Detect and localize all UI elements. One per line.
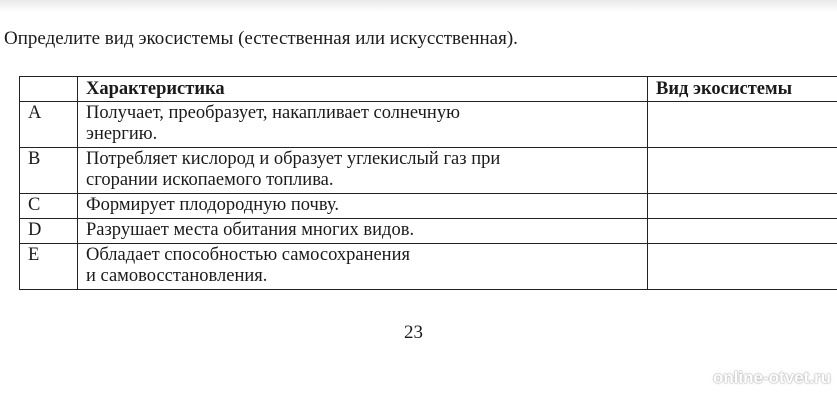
row-letter: В bbox=[20, 148, 78, 194]
row-text-line: Обладает способностью самосохранения bbox=[86, 245, 410, 265]
row-characteristic bbox=[78, 219, 648, 244]
row-text-line: сгорании ископаемого топлива. bbox=[86, 170, 334, 190]
answer-cell bbox=[648, 148, 837, 194]
table-row bbox=[20, 102, 837, 148]
table-row bbox=[20, 194, 837, 219]
row-letter: С bbox=[20, 194, 78, 219]
row-letter: Е bbox=[20, 244, 78, 290]
header-characteristic: Характеристика bbox=[78, 77, 648, 102]
table-row bbox=[20, 219, 837, 244]
row-characteristic bbox=[78, 148, 648, 194]
watermark: online-otvet.ru bbox=[712, 368, 831, 387]
top-shadow bbox=[0, 0, 837, 12]
header-letter bbox=[20, 77, 78, 102]
row-characteristic bbox=[78, 194, 648, 219]
row-text-line: Формирует плодородную почву. bbox=[86, 195, 339, 215]
row-text-line: Разрушает места обитания многих видов. bbox=[86, 220, 415, 240]
row-characteristic bbox=[78, 244, 648, 290]
table-row bbox=[20, 148, 837, 194]
row-letter: D bbox=[20, 219, 78, 244]
ecosystem-table bbox=[19, 76, 837, 290]
row-letter: А bbox=[20, 102, 78, 148]
answer-cell bbox=[648, 102, 837, 148]
row-text-line: Получает, преобразует, накапливает солнечную bbox=[86, 103, 460, 123]
table-header-row bbox=[20, 77, 837, 102]
answer-cell bbox=[648, 219, 837, 244]
page-number: 23 bbox=[404, 322, 423, 343]
task-instruction: Определите вид экосистемы (естественная или искусственная). bbox=[4, 28, 518, 49]
answer-cell bbox=[648, 194, 837, 219]
header-ecosystem-type: Вид экосистемы bbox=[648, 77, 837, 102]
row-text-line: Потребляет кислород и образует углекислый газ при bbox=[86, 149, 501, 169]
row-characteristic bbox=[78, 102, 648, 148]
row-text-line: и самовосстановления. bbox=[86, 266, 268, 286]
answer-cell bbox=[648, 244, 837, 290]
table-row bbox=[20, 244, 837, 290]
row-text-line: энергию. bbox=[86, 124, 158, 144]
